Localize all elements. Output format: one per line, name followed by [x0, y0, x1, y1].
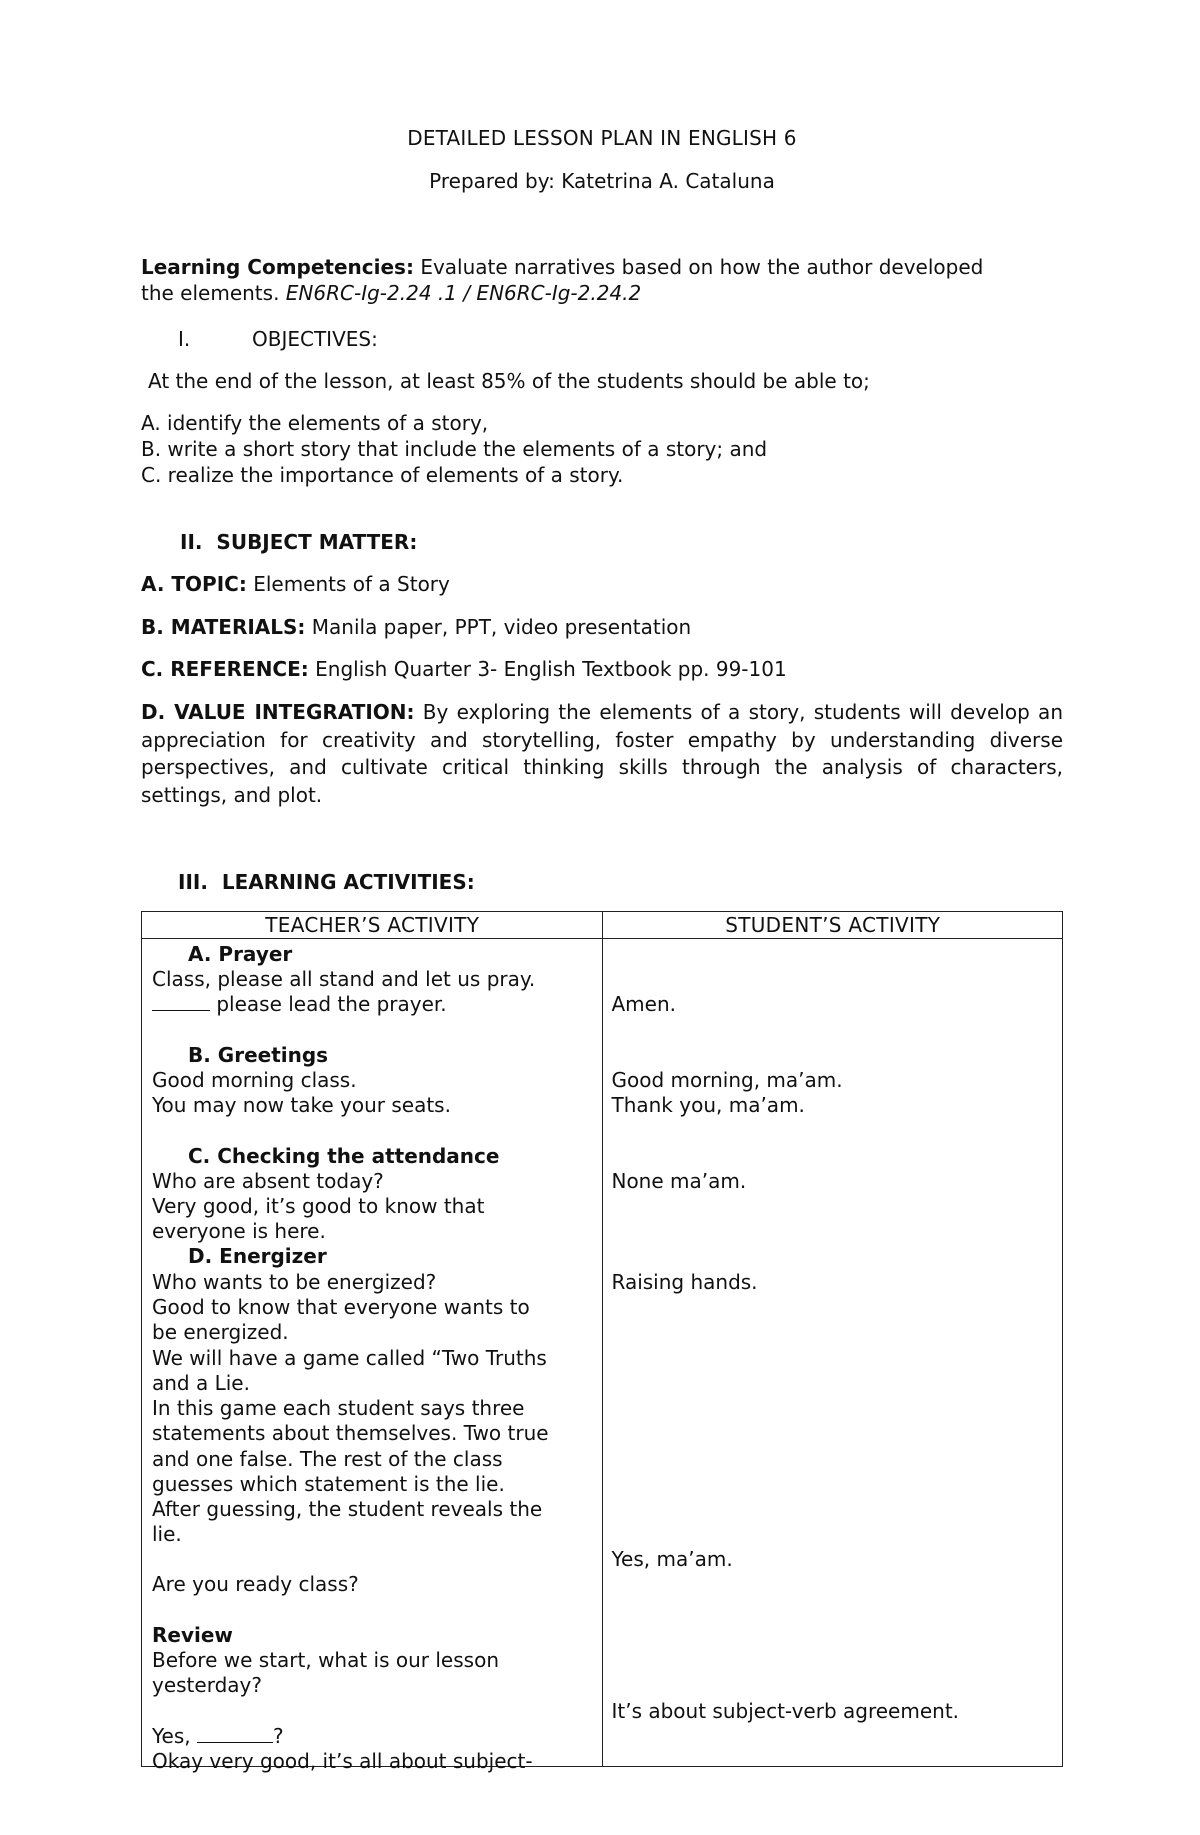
- teacher-line: After guessing, the student reveals the: [152, 1497, 543, 1521]
- teacher-line: and one false. The rest of the class: [152, 1447, 503, 1471]
- teacher-line: In this game each student says three: [152, 1396, 525, 1420]
- teacher-line: Are you ready class?: [152, 1572, 359, 1596]
- learning-competencies: [141, 254, 1063, 306]
- teacher-line: guesses which statement is the lie.: [152, 1472, 505, 1496]
- topic-line: [141, 572, 450, 596]
- topic-value: Elements of a Story: [253, 572, 450, 596]
- teacher-line: Before we start, what is our lesson: [152, 1648, 499, 1672]
- materials-label: B. MATERIALS:: [141, 615, 306, 639]
- teacher-line: We will have a game called “Two Truths: [152, 1346, 547, 1370]
- student-line: It’s about subject-verb agreement.: [611, 1699, 960, 1723]
- teacher-line: [152, 1724, 284, 1750]
- teacher-line: statements about themselves. Two true: [152, 1421, 549, 1445]
- document-title: DETAILED LESSON PLAN IN ENGLISH 6: [407, 126, 797, 150]
- teacher-line: yesterday?: [152, 1673, 262, 1697]
- teacher-line: be energized.: [152, 1320, 289, 1344]
- student-line: Thank you, ma’am.: [611, 1093, 805, 1117]
- name-blank: [152, 994, 210, 1011]
- teacher-line: and a Lie.: [152, 1371, 250, 1395]
- objectives-list: [141, 410, 767, 488]
- teacher-line-text: please lead the prayer.: [210, 992, 447, 1016]
- teacher-activity-cell: [142, 939, 603, 1773]
- activities-table: [141, 911, 1063, 1773]
- value-label: D. VALUE INTEGRATION:: [141, 700, 415, 724]
- reference-value: English Quarter 3- English Textbook pp. 99-101: [315, 657, 787, 681]
- student-line: Good morning, ma’am.: [611, 1068, 843, 1092]
- student-line: Raising hands.: [611, 1270, 758, 1294]
- table-row: [142, 939, 1063, 1767]
- teacher-line: [152, 992, 447, 1018]
- teacher-line: Good morning class.: [152, 1068, 357, 1092]
- student-activity-cell: [603, 939, 1063, 1767]
- greetings-heading: B. Greetings: [188, 1043, 329, 1067]
- value-integration: [141, 699, 1063, 809]
- reference-line: [141, 657, 787, 681]
- student-line: Yes, ma’am.: [611, 1547, 733, 1571]
- teacher-line: everyone is here.: [152, 1219, 326, 1243]
- energizer-heading: D. Energizer: [188, 1244, 327, 1268]
- reference-label: C. REFERENCE:: [141, 657, 309, 681]
- topic-label: A. TOPIC:: [141, 572, 247, 596]
- teacher-line: Good to know that everyone wants to: [152, 1295, 530, 1319]
- attendance-heading: C. Checking the attendance: [188, 1144, 500, 1168]
- learning-activities-heading: [178, 870, 475, 894]
- answer-blank: [197, 1726, 273, 1743]
- table-header-row: [142, 912, 1063, 939]
- objectives-title: OBJECTIVES:: [252, 327, 378, 351]
- subject-matter-number: II.: [180, 530, 203, 554]
- teacher-line-text: ?: [273, 1724, 284, 1748]
- objectives-heading: [178, 327, 378, 351]
- teacher-line: Class, please all stand and let us pray.: [152, 967, 536, 991]
- objective-item: C. realize the importance of elements of a story.: [141, 463, 624, 487]
- objectives-number: I.: [178, 327, 191, 351]
- subject-matter-title: SUBJECT MATTER:: [216, 530, 418, 554]
- teacher-column-header: TEACHER’S ACTIVITY: [142, 912, 603, 939]
- prepared-by: Prepared by: Katetrina A. Cataluna: [429, 169, 775, 193]
- student-line: None ma’am.: [611, 1169, 747, 1193]
- subject-matter-heading: [180, 530, 417, 554]
- objective-item: A. identify the elements of a story,: [141, 411, 489, 435]
- teacher-line: You may now take your seats.: [152, 1093, 451, 1117]
- teacher-line: Okay very good, it’s all about subject-: [152, 1749, 533, 1773]
- teacher-line: Who are absent today?: [152, 1169, 384, 1193]
- value-text: By exploring the elements of a story, students will develop an appreciation for creativity and storytelling, foster empathy by understanding diverse perspectives, and cultivate critical thinking skills through the analysis of characters, settings, and plot.: [141, 700, 1063, 807]
- learning-activities-title: LEARNING ACTIVITIES:: [221, 870, 475, 894]
- learning-activities-number: III.: [178, 870, 208, 894]
- teacher-line: lie.: [152, 1522, 182, 1546]
- student-line: Amen.: [611, 992, 676, 1016]
- review-heading: Review: [152, 1623, 233, 1647]
- competencies-text-2: the elements.: [141, 281, 280, 305]
- teacher-line-text: Yes,: [152, 1724, 197, 1748]
- competencies-label: Learning Competencies:: [141, 255, 414, 279]
- competencies-text-1: Evaluate narratives based on how the author developed: [420, 255, 984, 279]
- materials-line: [141, 615, 691, 639]
- student-column-header: STUDENT’S ACTIVITY: [603, 912, 1063, 939]
- prayer-heading: A. Prayer: [188, 942, 293, 966]
- teacher-line: Who wants to be energized?: [152, 1270, 437, 1294]
- objectives-intro: At the end of the lesson, at least 85% of the students should be able to;: [148, 369, 870, 393]
- objective-item: B. write a short story that include the elements of a story; and: [141, 437, 768, 461]
- teacher-line: Very good, it’s good to know that: [152, 1194, 485, 1218]
- competency-codes: EN6RC-Ig-2.24 .1 / EN6RC-Ig-2.24.2: [285, 281, 642, 305]
- materials-value: Manila paper, PPT, video presentation: [311, 615, 692, 639]
